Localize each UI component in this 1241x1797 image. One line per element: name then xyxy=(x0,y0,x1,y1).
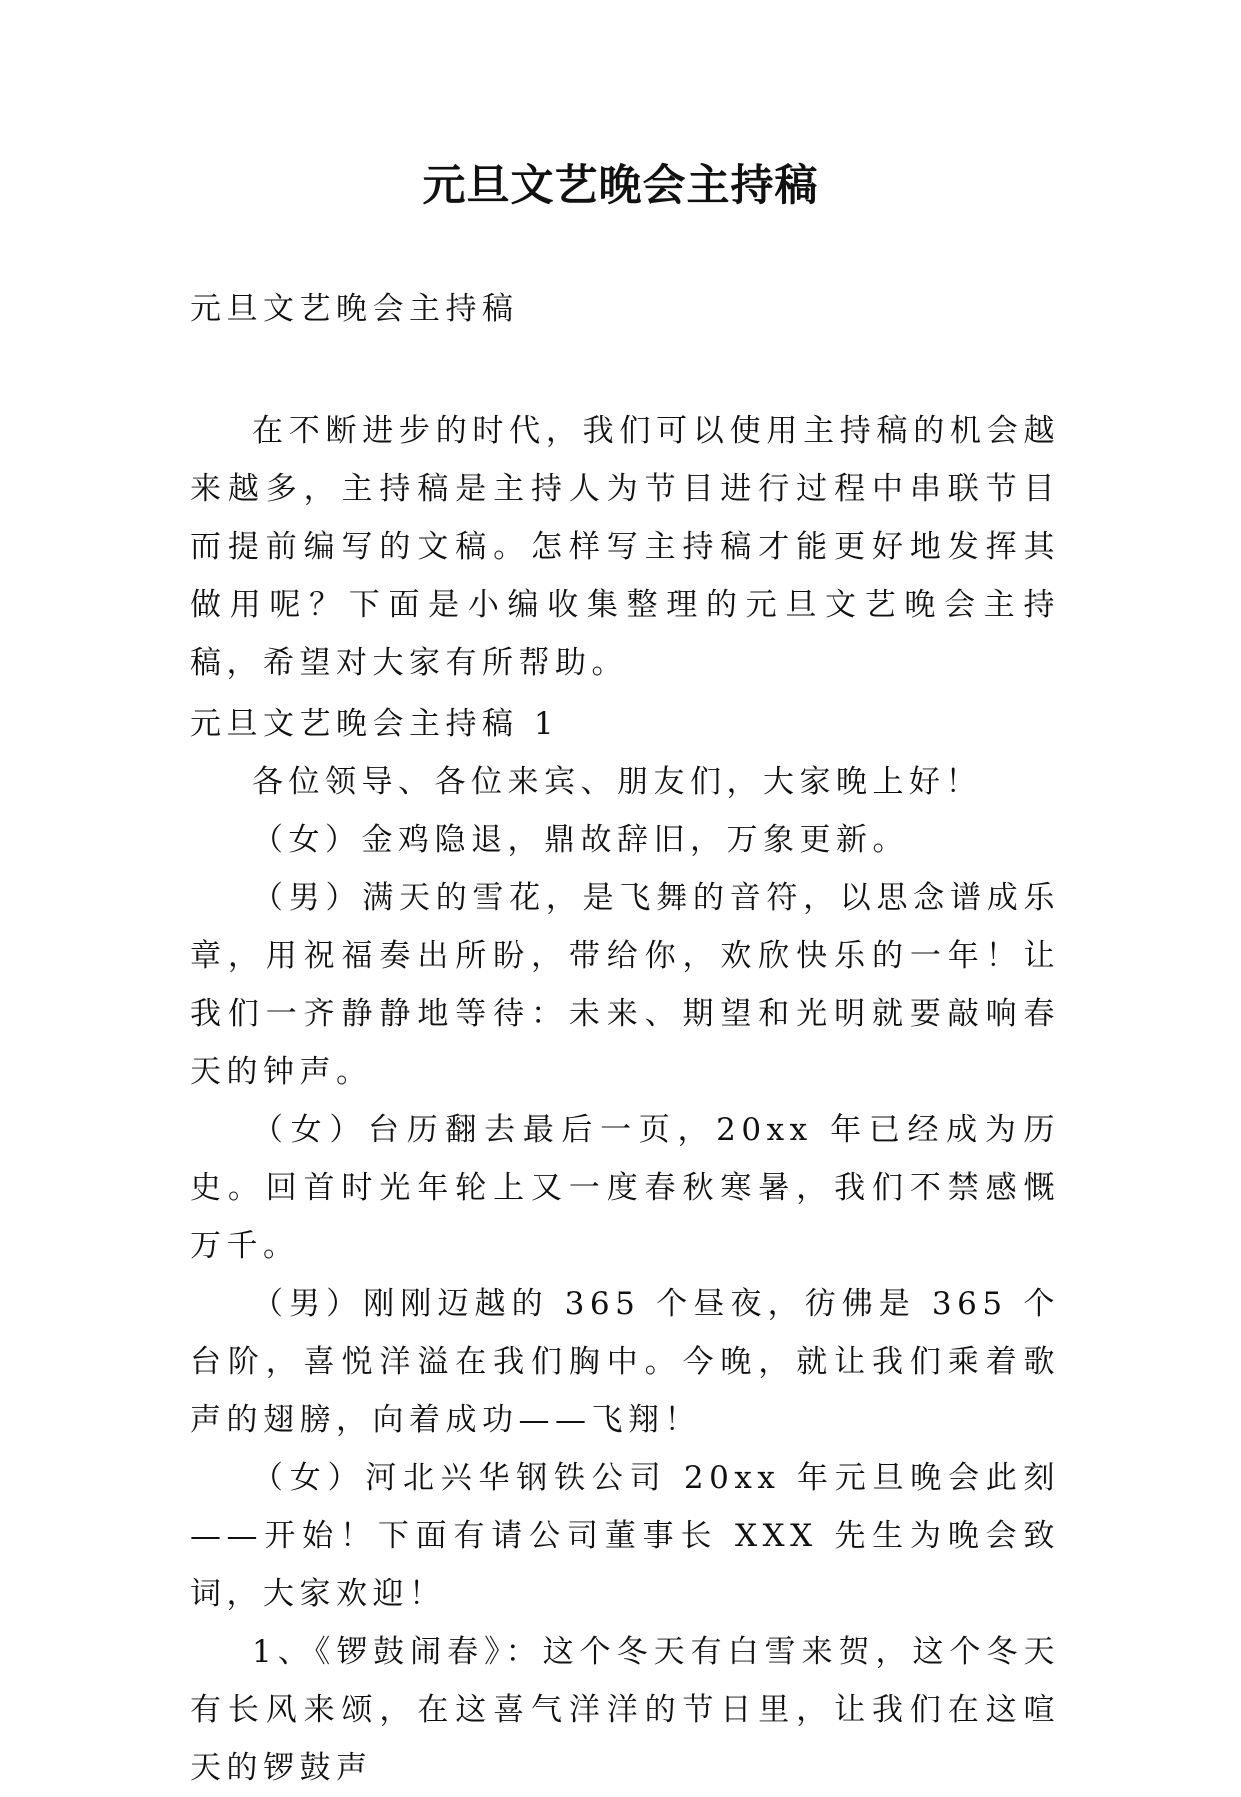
section-heading: 元旦文艺晚会主持稿 1 xyxy=(190,706,560,742)
document-title: 元旦文艺晚会主持稿 xyxy=(422,161,819,211)
paragraph: （女）河北兴华钢铁公司 20xx 年元旦晚会此刻——开始！下面有请公司董事长 XXX 先生为晚会致词，大家欢迎！ xyxy=(190,1460,1060,1612)
paragraph: （女）金鸡隐退，鼎故辞旧，万象更新。 xyxy=(252,822,909,858)
intro-paragraph: 在不断进步的时代，我们可以使用主持稿的机会越来越多，主持稿是主持人为节目进行过程中串联节目而提前编写的文稿。怎样写主持稿才能更好地发挥其做用呢？下面是小编收集整理的元旦文艺晚会主持稿，希望对大家有所帮助。 xyxy=(190,413,1060,681)
document-subtitle: 元旦文艺晚会主持稿 xyxy=(190,291,519,327)
paragraph: （女）台历翻去最后一页，20xx 年已经成为历史。回首时光年轮上又一度春秋寒暑，我们不禁感慨万千。 xyxy=(190,1112,1060,1264)
paragraph: （男）刚刚迈越的 365 个昼夜，彷佛是 365 个台阶，喜悦洋溢在我们胸中。今晚，就让我们乘着歌声的翅膀，向着成功——飞翔！ xyxy=(190,1286,1060,1438)
intro-block xyxy=(190,402,1060,692)
paragraph: 各位领导、各位来宾、朋友们，大家晚上好！ xyxy=(252,764,982,800)
paragraph: （男）满天的雪花，是飞舞的音符，以思念谱成乐章，用祝福奏出所盼，带给你，欢欣快乐的一年！让我们一齐静静地等待：未来、期望和光明就要敲响春天的钟声。 xyxy=(190,880,1060,1090)
paragraph: 1、《锣鼓闹春》：这个冬天有白雪来贺，这个冬天有长风来颂，在这喜气洋洋的节日里，让我们在这喧天的锣鼓声 xyxy=(190,1634,1060,1786)
section-1 xyxy=(190,695,1060,1797)
